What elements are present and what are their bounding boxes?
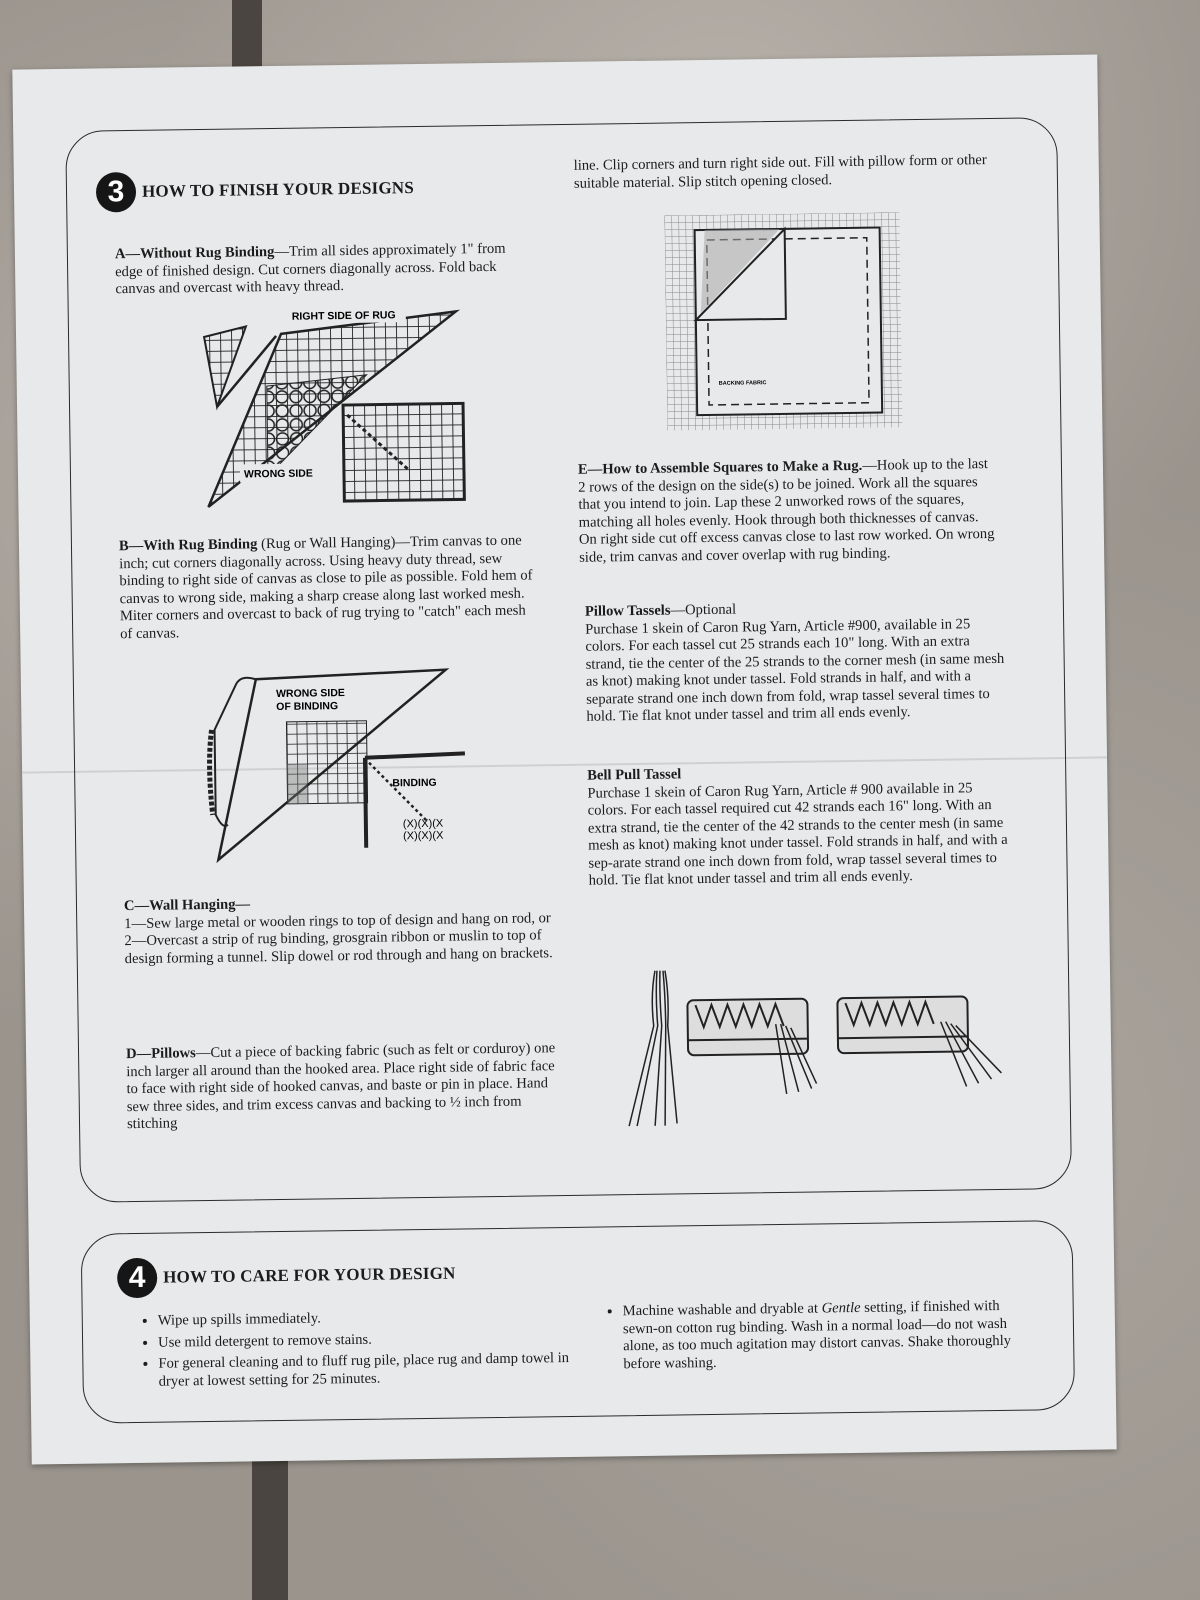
step-number-4: 4 — [117, 1258, 158, 1299]
figure-a-label-top: RIGHT SIDE OF RUG — [291, 309, 396, 323]
bell-pull-heading: Bell Pull Tassel — [587, 766, 682, 784]
care-washing-gentle: Gentle — [821, 1299, 861, 1317]
section-a-heading: A—Without Rug Binding — [114, 244, 275, 263]
care-washing-post: setting, if finished with sewn-on cotton rug binding. Wash in a normal load—do not wash alone, as too much agitation may distort canvas. Shake thoroughly before washing. — [622, 1297, 1012, 1372]
section-care-title: HOW TO CARE FOR YOUR DESIGN — [163, 1263, 456, 1287]
figure-pillow-label: BACKING FABRIC — [718, 380, 767, 387]
section-d-text — [126, 1040, 557, 1133]
section-b-body: (Rug or Wall Hanging)—Trim canvas to one inch; cut corners diagonally across. Using heavy duty thread, sew binding to right side of canvas as close to pile as possible. Fold hem of canvas to wrong side, making a sharp crease along last worked mesh. Miter corners and overcast to back of rug trying to "catch" each mesh of canvas. — [119, 532, 533, 642]
care-item: • Wipe up spills immediately. — [158, 1307, 578, 1330]
step-number-3: 3 — [96, 172, 137, 213]
section-care-heading — [117, 1254, 456, 1299]
pillow-tassels-text — [585, 598, 1007, 726]
section-d-body: —Cut a piece of backing fabric (such as felt or corduroy) one inch larger all around than the hooked area. Place right side of fabric face to face with right side of hooked canvas, and baste or pin in place. Hand sew three sides, and trim excess canvas and backing to ½ inch from stitching — [126, 1040, 556, 1133]
tassel-strip-1 — [687, 999, 816, 1096]
section-a-body: —Trim all sides approximately 1" from edge of finished design. Cut corners diagonally across. Fold back canvas and overcast with heavy thread. — [115, 240, 506, 298]
figure-with-binding — [196, 661, 469, 865]
bell-pull-text — [587, 762, 1009, 890]
figure-b-stitch-mark: (X)(X)(X — [402, 817, 444, 831]
section-finish-heading — [96, 168, 414, 212]
section-c-item-1: 1—Sew large metal or wooden rings to top of design and hang on rod, or — [124, 909, 551, 932]
section-a-text — [115, 241, 526, 299]
pillow-tassels-heading: Pillow Tassels — [584, 602, 671, 620]
care-washing-pre: Machine washable and dryable at — [622, 1300, 822, 1320]
figure-b-stitch-mark-2: (X)(X)(X — [402, 829, 444, 843]
figure-without-binding — [176, 303, 469, 512]
section-b-text — [119, 532, 540, 643]
section-b-heading: B—With Rug Binding — [118, 536, 258, 555]
figure-b-label-wrong1: WRONG SIDE — [275, 687, 345, 701]
pillow-tassels-optional: —Optional — [670, 601, 737, 619]
tassel-strip-2 — [837, 996, 1001, 1088]
care-item: • Use mild detergent to remove stains. — [158, 1328, 578, 1351]
section-c-text — [124, 892, 555, 968]
floor-tile-gap-bottom — [252, 1450, 288, 1600]
section-e-body: —Hook up to the last 2 rows of the design on the side(s) to be joined. Work all the squares that you intend to join. Lap these 2 unworked rows of the squares, matching all holes evenly. Hook through both thicknesses of canvas. On right side cut off excess canvas close to last row worked. On wrong side, trim canvas and cover overlap with rug binding. — [578, 456, 995, 566]
section-e-text — [578, 456, 999, 567]
section-e-heading: E—How to Assemble Squares to Make a Rug. — [577, 457, 863, 478]
figure-a-label-bottom: WRONG SIDE — [243, 467, 313, 481]
figure-b-label-binding: BINDING — [392, 776, 437, 790]
care-list-left — [140, 1307, 579, 1395]
care-item-washing — [623, 1298, 1024, 1374]
section-d-heading: D—Pillows — [125, 1045, 196, 1063]
section-finish-title: HOW TO FINISH YOUR DESIGNS — [141, 178, 415, 201]
section-c-item-2: 2—Overcast a strip of rug binding, grosgrain ribbon or muslin to top of design forming a tunnel. Slip dowel or rod through and hang on brackets. — [124, 927, 553, 967]
bell-pull-body: Purchase 1 skein of Caron Rug Yarn, Article # 900 available in 25 colors. For each tassel required cut 42 strands each 16" long. With an extra strand, tie the center of the 42 strands to the center mesh (in same mesh as knot) making knot under tassel. Fold strands in half, and with a sep-arate strand one inch down from fold, wrap tassel several times to hold. Tie flat knot under tassel and trim all ends evenly. — [587, 779, 1008, 889]
care-item: • For general cleaning and to fluff rug pile, place rug and damp towel in dryer at lowest setting for 25 minutes. — [158, 1350, 578, 1391]
pillow-tassels-body: Purchase 1 skein of Caron Rug Yarn, Article #900, available in 25 colors. For each tassel cut 25 strands each 10" long. With an extra strand, tie the center of the 25 strands to the corner mesh (in same mesh as knot) making knot under tassel. Fold strands in half, and with a separate strand one inch down from fold, wrap tassel several times to hold. Tie flat knot under tassel and trim all ends evenly. — [585, 615, 1005, 725]
instruction-sheet — [12, 54, 1116, 1464]
figure-tassels — [615, 961, 1007, 1131]
figure-pillow — [664, 212, 907, 435]
section-d-continued: line. Clip corners and turn right side out. Fill with pillow form or other suitable material. Slip stitch opening closed. — [573, 152, 987, 192]
section-c-heading: C—Wall Hanging— — [123, 896, 251, 915]
care-list-right — [605, 1298, 1024, 1378]
figure-b-label-wrong2: OF BINDING — [276, 700, 339, 714]
